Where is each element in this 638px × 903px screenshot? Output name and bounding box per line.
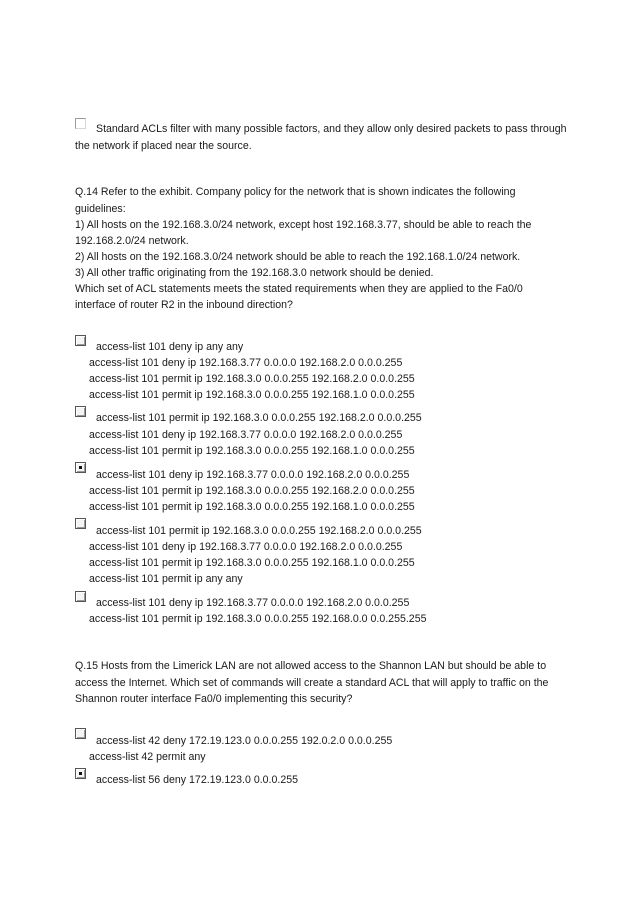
q14-line: Q.14 Refer to the exhibit. Company policy for the network that is shown indicates the following [75,186,516,198]
option-line: access-list 56 deny 172.19.123.0 0.0.0.255 [96,774,299,786]
q15-line: Q.15 Hosts from the Limerick LAN are not allowed access to the Shannon LAN but should be able to [75,660,547,672]
option-line: access-list 101 permit ip 192.168.3.0 0.0.0.255 192.168.1.0 0.0.0.255 [89,557,415,569]
radio-button-selected-icon[interactable] [75,462,86,473]
q15-line: Shannon router interface Fa0/0 implementing this security? [75,693,353,705]
q15-line: access the Internet. Which set of commands will create a standard ACL that will apply to traffic on the [75,677,549,689]
option-line: access-list 101 permit ip 192.168.3.0 0.0.0.255 192.168.1.0 0.0.0.255 [89,501,415,513]
q14-line: interface of router R2 in the inbound direction? [75,299,293,311]
checkbox-icon[interactable] [75,118,86,129]
option-line: access-list 101 permit ip 192.168.3.0 0.0.0.255 192.168.2.0 0.0.0.255 [96,525,422,537]
option-line: access-list 101 permit ip 192.168.3.0 0.0.0.255 192.168.1.0 0.0.0.255 [89,445,415,457]
option-line: access-list 101 deny ip 192.168.3.77 0.0.0.0 192.168.2.0 0.0.0.255 [96,469,410,481]
intro-text-line-2: the network if placed near the source. [75,140,252,152]
q14-line: guidelines: [75,203,126,215]
option-line: access-list 42 deny 172.19.123.0 0.0.0.255 192.0.2.0 0.0.0.255 [96,735,393,747]
q14-line: Which set of ACL statements meets the stated requirements when they are applied to the Fa0/0 [75,283,523,295]
option-line: access-list 101 permit ip 192.168.3.0 0.0.0.255 192.168.1.0 0.0.0.255 [89,389,415,401]
q14-line: 1) All hosts on the 192.168.3.0/24 network, except host 192.168.3.77, should be able to reach the [75,219,532,231]
option-line: access-list 101 deny ip any any [96,341,244,353]
option-line: access-list 101 permit ip 192.168.3.0 0.0.0.255 192.168.0.0 0.0.255.255 [89,613,427,625]
option-line: access-list 101 deny ip 192.168.3.77 0.0.0.0 192.168.2.0 0.0.0.255 [89,357,403,369]
option-line: access-list 101 deny ip 192.168.3.77 0.0.0.0 192.168.2.0 0.0.0.255 [96,597,410,609]
q14-line: 3) All other traffic originating from the 192.168.3.0 network should be denied. [75,267,434,279]
radio-button-icon[interactable] [75,518,86,529]
option-line: access-list 101 permit ip 192.168.3.0 0.0.0.255 192.168.2.0 0.0.0.255 [89,485,415,497]
q14-line: 2) All hosts on the 192.168.3.0/24 network should be able to reach the 192.168.1.0/24 network. [75,251,521,263]
radio-button-icon[interactable] [75,728,86,739]
intro-text-line-1: Standard ACLs filter with many possible factors, and they allow only desired packets to pass through [96,123,567,135]
option-line: access-list 101 permit ip 192.168.3.0 0.0.0.255 192.168.2.0 0.0.0.255 [96,412,422,424]
option-line: access-list 101 permit ip 192.168.3.0 0.0.0.255 192.168.2.0 0.0.0.255 [89,373,415,385]
option-line: access-list 101 permit ip any any [89,573,243,585]
radio-button-icon[interactable] [75,591,86,602]
radio-button-selected-icon[interactable] [75,768,86,779]
radio-button-icon[interactable] [75,335,86,346]
radio-button-icon[interactable] [75,406,86,417]
option-line: access-list 101 deny ip 192.168.3.77 0.0.0.0 192.168.2.0 0.0.0.255 [89,429,403,441]
q14-line: 192.168.2.0/24 network. [75,235,189,247]
option-line: access-list 101 deny ip 192.168.3.77 0.0.0.0 192.168.2.0 0.0.0.255 [89,541,403,553]
option-line: access-list 42 permit any [89,751,206,763]
